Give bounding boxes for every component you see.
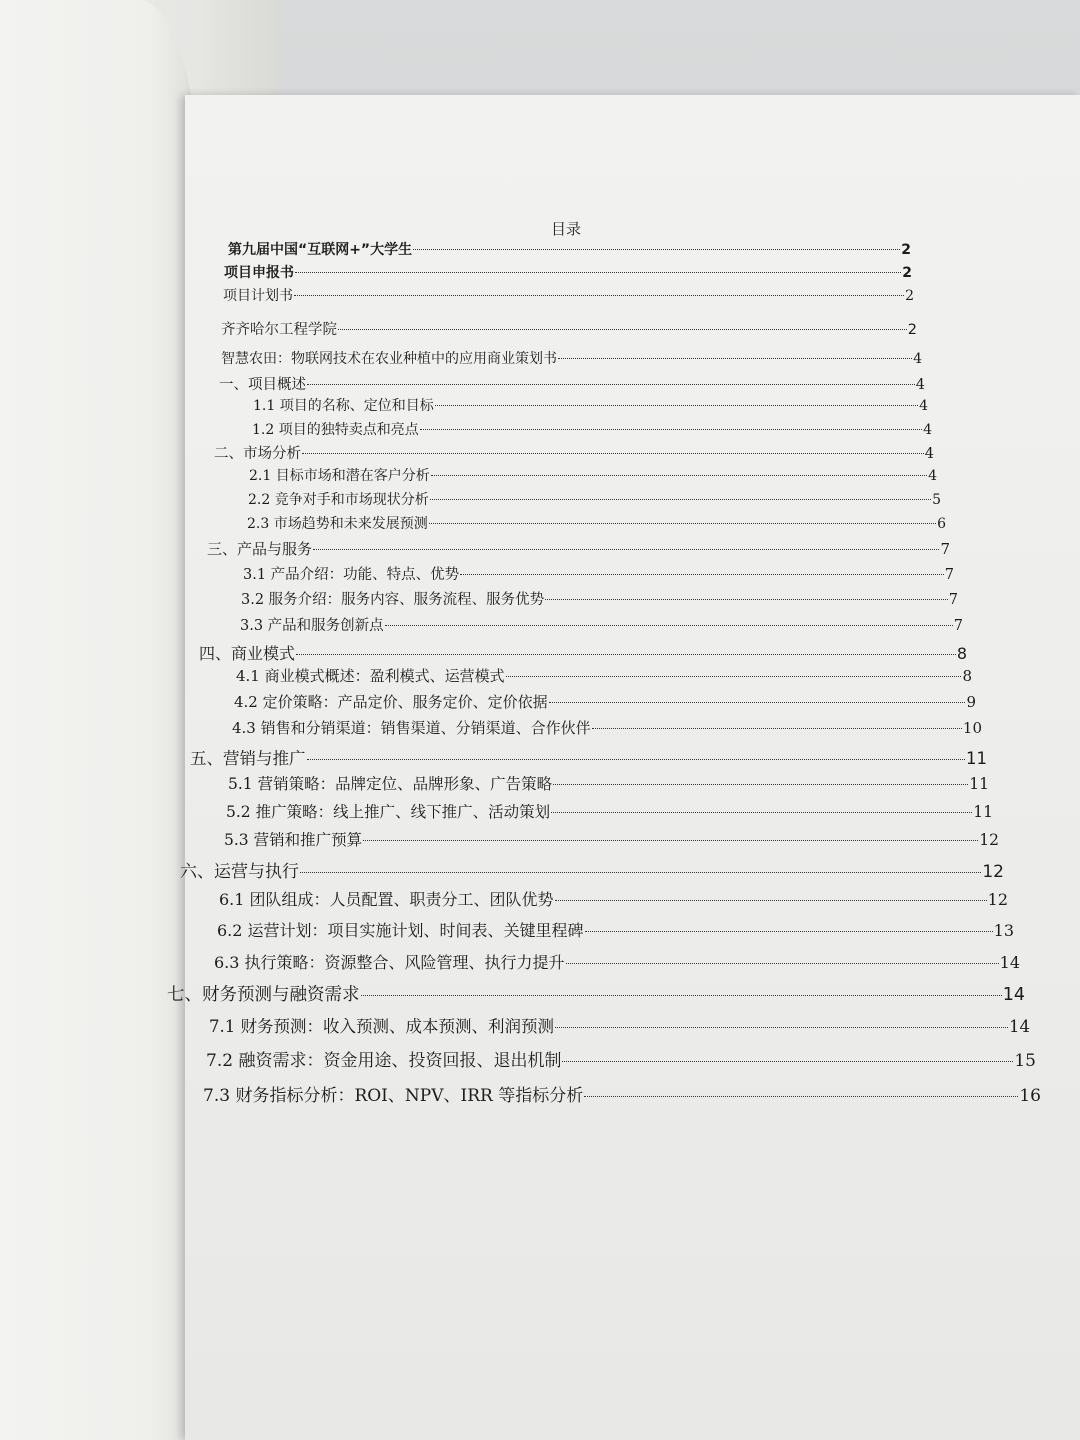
toc-entry-page: 4	[923, 422, 932, 438]
toc-entry-page: 13	[993, 921, 1014, 940]
leader-dots	[558, 358, 912, 359]
toc-entry-page: 12	[979, 831, 999, 849]
toc-entry-page: 9	[966, 693, 976, 711]
leader-dots	[584, 1096, 1018, 1097]
toc-entry-page: 11	[973, 803, 993, 821]
toc-entry-label: 1.1 项目的名称、定位和目标	[253, 398, 434, 414]
toc-entry	[223, 285, 914, 305]
toc-entry-label: 2.3 市场趋势和未来发展预测	[247, 516, 428, 532]
toc-entry-page: 8	[962, 667, 972, 685]
toc-entry	[209, 1013, 1030, 1037]
toc-entry-page: 6	[937, 516, 946, 532]
toc-entry-page: 10	[962, 719, 982, 737]
leader-dots	[296, 654, 956, 655]
toc-entry	[203, 1081, 1041, 1106]
toc-entry	[224, 262, 912, 282]
toc-entry-page: 12	[982, 862, 1004, 882]
toc-entry-label: 7.1 财务预测：收入预测、成本预测、利润预测	[209, 1017, 554, 1036]
leader-dots	[592, 728, 962, 729]
toc-entry-label: 三、产品与服务	[207, 540, 313, 558]
toc-entry	[253, 395, 928, 415]
toc-entry	[167, 981, 1025, 1006]
toc-entry-label: 3.1 产品介绍：功能、特点、优势	[243, 567, 460, 583]
toc-entry-label: 5.2 推广策略：线上推广、线下推广、活动策划	[226, 803, 551, 821]
toc-entry-page: 4	[913, 351, 922, 367]
leader-dots	[430, 499, 931, 500]
leader-dots	[566, 963, 999, 964]
toc-entry	[180, 857, 1004, 882]
toc-entry-label: 2.2 竞争对手和市场现状分析	[248, 492, 429, 508]
toc-entry-label: 二、市场分析	[214, 446, 301, 462]
toc-entry-label: 6.2 运营计划：项目实施计划、时间表、关键里程碑	[217, 921, 584, 940]
toc-entry-label: 4.1 商业模式概述：盈利模式、运营模式	[236, 667, 505, 685]
leader-dots	[585, 931, 993, 932]
toc-entry-page: 2	[902, 265, 912, 281]
toc-entry-page: 4	[919, 398, 928, 414]
toc-entry-page: 2	[901, 242, 911, 258]
toc-entry	[247, 513, 946, 533]
toc-entry-page: 8	[956, 644, 967, 663]
leader-dots	[562, 1061, 1013, 1062]
toc-entry-page: 4	[924, 446, 934, 462]
toc-entry-label: 六、运营与执行	[180, 862, 299, 882]
toc-entry	[243, 563, 954, 584]
toc-entry	[224, 828, 999, 850]
leader-dots	[302, 453, 924, 454]
toc-entry-label: 四、商业模式	[199, 644, 296, 663]
toc-entry-page: 14	[999, 953, 1020, 972]
toc-entry	[249, 465, 937, 485]
leader-dots	[420, 429, 922, 430]
leader-dots	[413, 249, 900, 250]
toc-entry-label: 4.3 销售和分销渠道：销售渠道、分销渠道、合作伙伴	[232, 719, 591, 737]
toc-entry	[214, 950, 1020, 973]
toc-entry-label: 2.1 目标市场和潜在客户分析	[249, 468, 430, 484]
leader-dots	[385, 625, 953, 626]
toc-entry-label: 第九届中国“互联网+”大学生	[228, 242, 413, 258]
toc-entry-page: 7	[948, 592, 958, 608]
leader-dots	[435, 405, 918, 406]
leader-dots	[551, 812, 972, 813]
toc-entry-page: 7	[940, 540, 950, 558]
leader-dots	[307, 759, 966, 760]
toc-entry-label: 4.2 定价策略：产品定价、服务定价、定价依据	[234, 693, 548, 711]
toc-entry	[190, 745, 987, 769]
toc-entry	[234, 691, 976, 712]
leader-dots	[307, 384, 915, 385]
toc-entry	[226, 800, 993, 822]
toc-entry	[221, 318, 917, 339]
toc-entry	[207, 538, 950, 559]
leader-dots	[431, 475, 927, 476]
toc-entry	[206, 1046, 1036, 1071]
toc-entry-label: 5.3 营销和推广预算	[224, 831, 363, 849]
toc-entry	[228, 772, 989, 794]
toc-entry	[228, 239, 911, 259]
toc-entry-label: 6.1 团队组成：人员配置、职责分工、团队优势	[219, 890, 554, 909]
toc-entry	[199, 641, 967, 664]
toc-entry	[240, 614, 963, 635]
leader-dots	[549, 702, 966, 703]
toc-entry	[219, 887, 1008, 910]
toc-entry-label: 智慧农田：物联网技术在农业种植中的应用商业策划书	[221, 351, 557, 367]
leader-dots	[295, 272, 901, 273]
leader-dots	[545, 599, 948, 600]
leader-dots	[506, 676, 962, 677]
toc-entry-page: 5	[932, 492, 941, 508]
toc-entry-page: 12	[987, 890, 1008, 909]
leader-dots	[313, 549, 939, 550]
leader-dots	[294, 295, 904, 296]
toc-entry-label: 项目申报书	[224, 265, 294, 281]
toc-entry-label: 3.3 产品和服务创新点	[240, 618, 384, 634]
leader-dots	[429, 523, 936, 524]
leader-dots	[460, 574, 944, 575]
toc-entry-page: 4	[928, 468, 937, 484]
toc-entry	[236, 665, 972, 686]
leader-dots	[300, 872, 981, 873]
toc-entry	[214, 442, 934, 463]
leader-dots	[361, 995, 1002, 996]
toc-entry-label: 7.3 财务指标分析：ROI、NPV、IRR 等指标分析	[203, 1086, 584, 1106]
toc-entry	[252, 419, 932, 439]
toc-entry-page: 11	[969, 775, 989, 793]
toc-entry-label: 五、营销与推广	[190, 749, 306, 768]
leader-dots	[363, 840, 978, 841]
toc-entry-label: 一、项目概述	[219, 377, 306, 393]
toc-entry-page: 7	[953, 618, 963, 634]
leader-dots	[553, 784, 968, 785]
toc-entry-page: 7	[944, 567, 954, 583]
toc-entry	[241, 588, 958, 609]
toc-entry-page: 15	[1014, 1051, 1036, 1071]
toc-entry	[232, 717, 982, 738]
toc-entry-label: 6.3 执行策略：资源整合、风险管理、执行力提升	[214, 953, 565, 972]
toc-entry	[219, 373, 925, 394]
toc-entry	[217, 918, 1014, 941]
toc-entry	[221, 348, 922, 368]
toc-entry	[248, 489, 941, 509]
leader-dots	[338, 329, 907, 330]
toc-entry-page: 2	[907, 322, 917, 338]
toc-entry-page: 14	[1009, 1017, 1030, 1036]
toc-entry-label: 5.1 营销策略：品牌定位、品牌形象、广告策略	[228, 775, 553, 793]
toc-entry-page: 11	[966, 749, 987, 768]
toc-entry-page: 2	[905, 288, 914, 304]
toc-entry-label: 7.2 融资需求：资金用途、投资回报、退出机制	[206, 1051, 562, 1071]
toc-entry-label: 3.2 服务介绍：服务内容、服务流程、服务优势	[241, 592, 545, 608]
toc-entry-label: 1.2 项目的独特卖点和亮点	[252, 422, 419, 438]
toc-entry-page: 4	[915, 377, 925, 393]
toc-entry-label: 项目计划书	[223, 288, 293, 304]
toc-entry-label: 齐齐哈尔工程学院	[221, 322, 337, 338]
toc-entry-page: 16	[1019, 1086, 1041, 1106]
leader-dots	[555, 1027, 1008, 1028]
toc-entry-label: 七、财务预测与融资需求	[167, 985, 360, 1005]
toc-entry-page: 14	[1002, 985, 1025, 1005]
leader-dots	[555, 900, 987, 901]
toc-title: 目录	[551, 220, 582, 238]
